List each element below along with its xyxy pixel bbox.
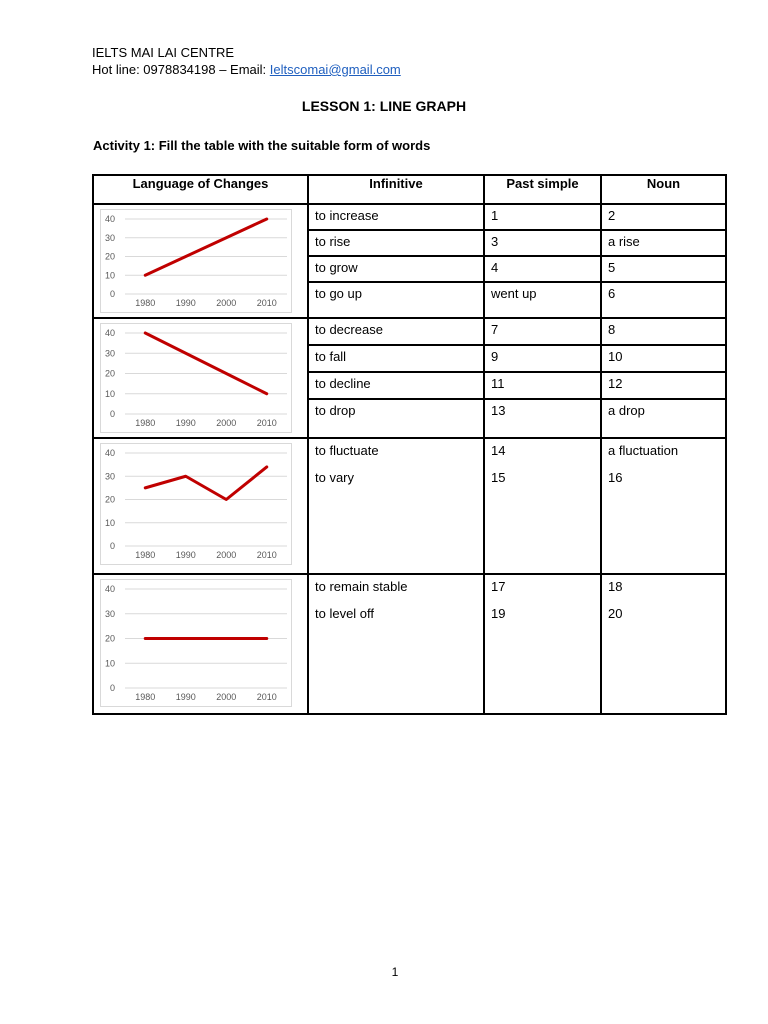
page-number: 1 <box>391 965 399 979</box>
document-header <box>92 44 401 78</box>
y-tick-label: 10 <box>104 517 115 528</box>
x-tick-label: 1980 <box>135 692 156 702</box>
x-tick-label: 2000 <box>216 550 237 560</box>
y-tick-label: 0 <box>109 289 115 299</box>
past-entry: 19 <box>491 606 506 621</box>
infinitive-cell: to decrease <box>308 318 484 345</box>
y-tick-label: 40 <box>104 448 115 458</box>
decrease-line-chart <box>100 323 292 433</box>
noun-cell: 2 <box>601 204 726 230</box>
noun-entry: a fluctuation <box>608 443 679 458</box>
graph-cell-stable <box>93 574 308 714</box>
graph-cell-increase <box>93 204 308 318</box>
table-row <box>93 204 726 230</box>
email-link[interactable]: Ieltscomai@gmail.com <box>269 62 401 77</box>
infinitive-cell: to drop <box>308 399 484 438</box>
centre-name: IELTS MAI LAI CENTRE <box>92 45 235 60</box>
infinitive-entry: to level off <box>315 606 375 621</box>
x-tick-label: 2010 <box>256 550 277 560</box>
noun-entry: 20 <box>608 606 623 621</box>
infinitive-cell: to decline <box>308 372 484 399</box>
x-tick-label: 1990 <box>175 298 196 308</box>
col-header-noun: Noun <box>601 175 726 204</box>
table-header-row <box>93 175 726 204</box>
table-row <box>93 574 726 714</box>
x-tick-label: 2000 <box>216 692 237 702</box>
noun-cell: 8 <box>601 318 726 345</box>
x-tick-label: 1990 <box>175 418 196 428</box>
col-header-past-simple: Past simple <box>484 175 601 204</box>
noun-cell-group <box>601 438 726 574</box>
past-cell: 4 <box>484 256 601 282</box>
past-cell: 3 <box>484 230 601 256</box>
infinitive-cell-group <box>308 574 484 714</box>
y-tick-label: 40 <box>104 328 115 338</box>
past-cell: 1 <box>484 204 601 230</box>
contact-line <box>92 61 401 78</box>
y-tick-label: 40 <box>104 584 115 594</box>
x-tick-label: 1980 <box>135 550 156 560</box>
past-cell: 11 <box>484 372 601 399</box>
past-cell: 9 <box>484 345 601 372</box>
stable-line-chart <box>100 579 292 707</box>
noun-entry: 16 <box>608 470 623 485</box>
past-cell: 7 <box>484 318 601 345</box>
noun-cell: 12 <box>601 372 726 399</box>
past-cell: 13 <box>484 399 601 438</box>
infinitive-cell-group <box>308 438 484 574</box>
y-tick-label: 20 <box>104 368 115 379</box>
infinitive-cell: to increase <box>308 204 484 230</box>
noun-cell: 10 <box>601 345 726 372</box>
y-tick-label: 10 <box>104 270 115 281</box>
infinitive-entry: to fluctuate <box>315 443 379 458</box>
noun-cell: a rise <box>601 230 726 256</box>
y-tick-label: 0 <box>109 683 115 693</box>
x-tick-label: 1990 <box>175 550 196 560</box>
table-row <box>93 438 726 574</box>
x-tick-label: 2000 <box>216 418 237 428</box>
word-forms-table <box>92 174 727 715</box>
hotline-text: Hot line: 0978834198 – Email: <box>92 62 270 77</box>
col-header-infinitive: Infinitive <box>308 175 484 204</box>
infinitive-cell: to grow <box>308 256 484 282</box>
x-tick-label: 1980 <box>135 418 156 428</box>
past-entry: 17 <box>491 579 506 594</box>
infinitive-entry: to vary <box>315 470 355 485</box>
table-row <box>93 318 726 345</box>
series-line <box>145 333 267 394</box>
y-tick-label: 10 <box>104 658 115 669</box>
y-tick-label: 30 <box>104 608 115 619</box>
infinitive-entry: to remain stable <box>315 579 408 594</box>
y-tick-label: 20 <box>104 251 115 262</box>
y-tick-label: 30 <box>104 232 115 243</box>
x-tick-label: 1980 <box>135 298 156 308</box>
y-tick-label: 40 <box>104 214 115 224</box>
x-tick-label: 2010 <box>256 298 277 308</box>
series-line <box>145 219 267 275</box>
y-tick-label: 0 <box>109 409 115 419</box>
noun-cell: a drop <box>601 399 726 438</box>
y-tick-label: 10 <box>104 388 115 399</box>
past-entry: 15 <box>491 470 506 485</box>
y-tick-label: 30 <box>104 471 115 482</box>
infinitive-cell: to rise <box>308 230 484 256</box>
y-tick-label: 0 <box>109 541 115 551</box>
noun-entry: 18 <box>608 579 623 594</box>
increase-line-chart <box>100 209 292 313</box>
fluctuate-line-chart <box>100 443 292 565</box>
y-tick-label: 20 <box>104 494 115 505</box>
x-tick-label: 1990 <box>175 692 196 702</box>
series-line <box>145 467 267 500</box>
past-entry: 14 <box>491 443 506 458</box>
noun-cell: 6 <box>601 282 726 318</box>
past-cell-group <box>484 438 601 574</box>
x-tick-label: 2010 <box>256 692 277 702</box>
infinitive-cell: to fall <box>308 345 484 372</box>
y-tick-label: 30 <box>104 348 115 359</box>
col-header-language: Language of Changes <box>93 175 308 204</box>
noun-cell: 5 <box>601 256 726 282</box>
activity-instruction: Activity 1: Fill the table with the suitable form of words <box>93 138 431 153</box>
infinitive-cell: to go up <box>308 282 484 318</box>
noun-cell-group <box>601 574 726 714</box>
past-cell: went up <box>484 282 601 318</box>
x-tick-label: 2000 <box>216 298 237 308</box>
graph-cell-fluctuate <box>93 438 308 574</box>
x-tick-label: 2010 <box>256 418 277 428</box>
past-cell-group <box>484 574 601 714</box>
lesson-title: LESSON 1: LINE GRAPH <box>301 98 467 114</box>
y-tick-label: 20 <box>104 633 115 644</box>
graph-cell-decrease <box>93 318 308 438</box>
